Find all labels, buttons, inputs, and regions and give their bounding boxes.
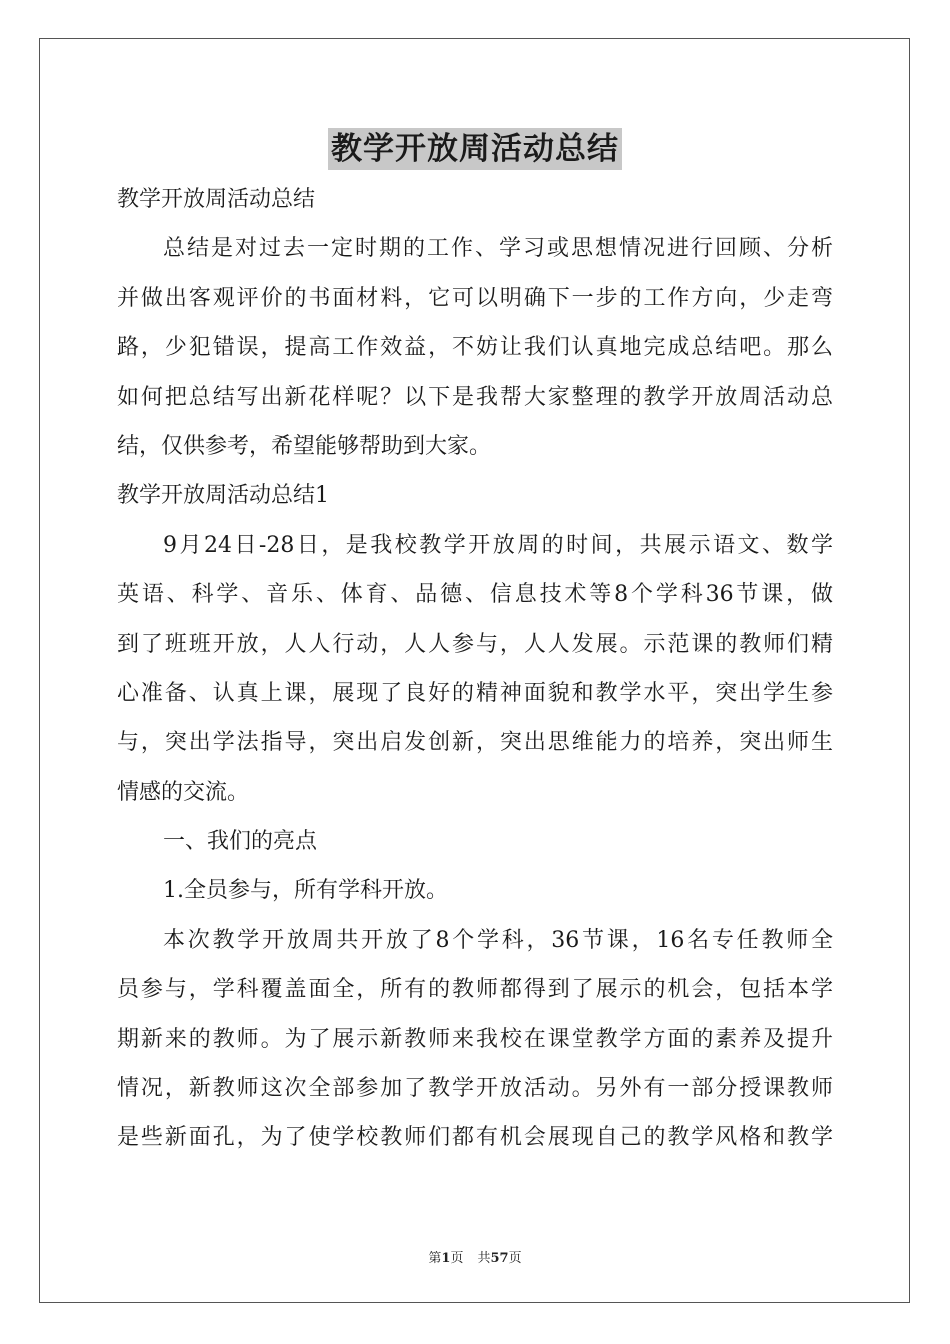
page-suffix: 页	[450, 1251, 464, 1266]
paragraph-line: 如何把总结写出新花样呢？以下是我帮大家整理的教学开放周活动总	[117, 384, 833, 410]
paragraph-line: 并做出客观评价的书面材料，它可以明确下一步的工作方向，少走弯	[117, 285, 833, 311]
paragraph-line: 英语、科学、音乐、体育、品德、信息技术等8个学科36节课，做	[117, 582, 833, 608]
page-footer	[0, 1247, 950, 1266]
title-container	[0, 128, 950, 170]
paragraph-line: 本次教学开放周共开放了8个学科，36节课，16名专任教师全	[163, 927, 833, 953]
section-heading: 教学开放周活动总结1	[117, 483, 329, 509]
list-item-line: 1.全员参与，所有学科开放。	[163, 878, 448, 904]
paragraph-line: 心准备、认真上课，展现了良好的精神面貌和教学水平，突出学生参	[117, 680, 833, 706]
subheading-line: 一、我们的亮点	[163, 829, 318, 855]
paragraph-line: 情感的交流。	[117, 779, 250, 805]
page-prefix: 第	[428, 1251, 442, 1266]
paragraph-line: 期新来的教师。为了展示新教师来我校在课堂教学方面的素养及提升	[117, 1026, 833, 1052]
paragraph-line: 是些新面孔，为了使学校教师们都有机会展现自己的教学风格和教学	[117, 1125, 833, 1151]
page-number: 1	[441, 1251, 451, 1266]
paragraph-line: 与，突出学法指导，突出启发创新，突出思维能力的培养，突出师生	[117, 730, 833, 756]
paragraph-line: 到了班班开放，人人行动，人人参与，人人发展。示范课的教师们精	[117, 631, 833, 657]
paragraph-line: 情况，新教师这次全部参加了教学开放活动。另外有一部分授课教师	[117, 1076, 833, 1102]
document-title: 教学开放周活动总结	[328, 128, 622, 170]
paragraph-line: 结，仅供参考，希望能够帮助到大家。	[117, 433, 492, 459]
paragraph-line: 员参与，学科覆盖面全，所有的教师都得到了展示的机会，包括本学	[117, 977, 833, 1003]
paragraph-line: 总结是对过去一定时期的工作、学习或思想情况进行回顾、分析	[163, 236, 833, 262]
total-prefix: 共	[477, 1251, 491, 1266]
total-pages: 57	[490, 1251, 509, 1266]
paragraph-line: 9月24日-28日，是我校教学开放周的时间，共展示语文、数学	[163, 532, 833, 558]
document-body	[117, 175, 833, 1163]
total-suffix: 页	[508, 1251, 522, 1266]
paragraph-line: 路，少犯错误，提高工作效益，不妨让我们认真地完成总结吧。那么	[117, 335, 833, 361]
subtitle-line: 教学开放周活动总结	[117, 187, 316, 212]
